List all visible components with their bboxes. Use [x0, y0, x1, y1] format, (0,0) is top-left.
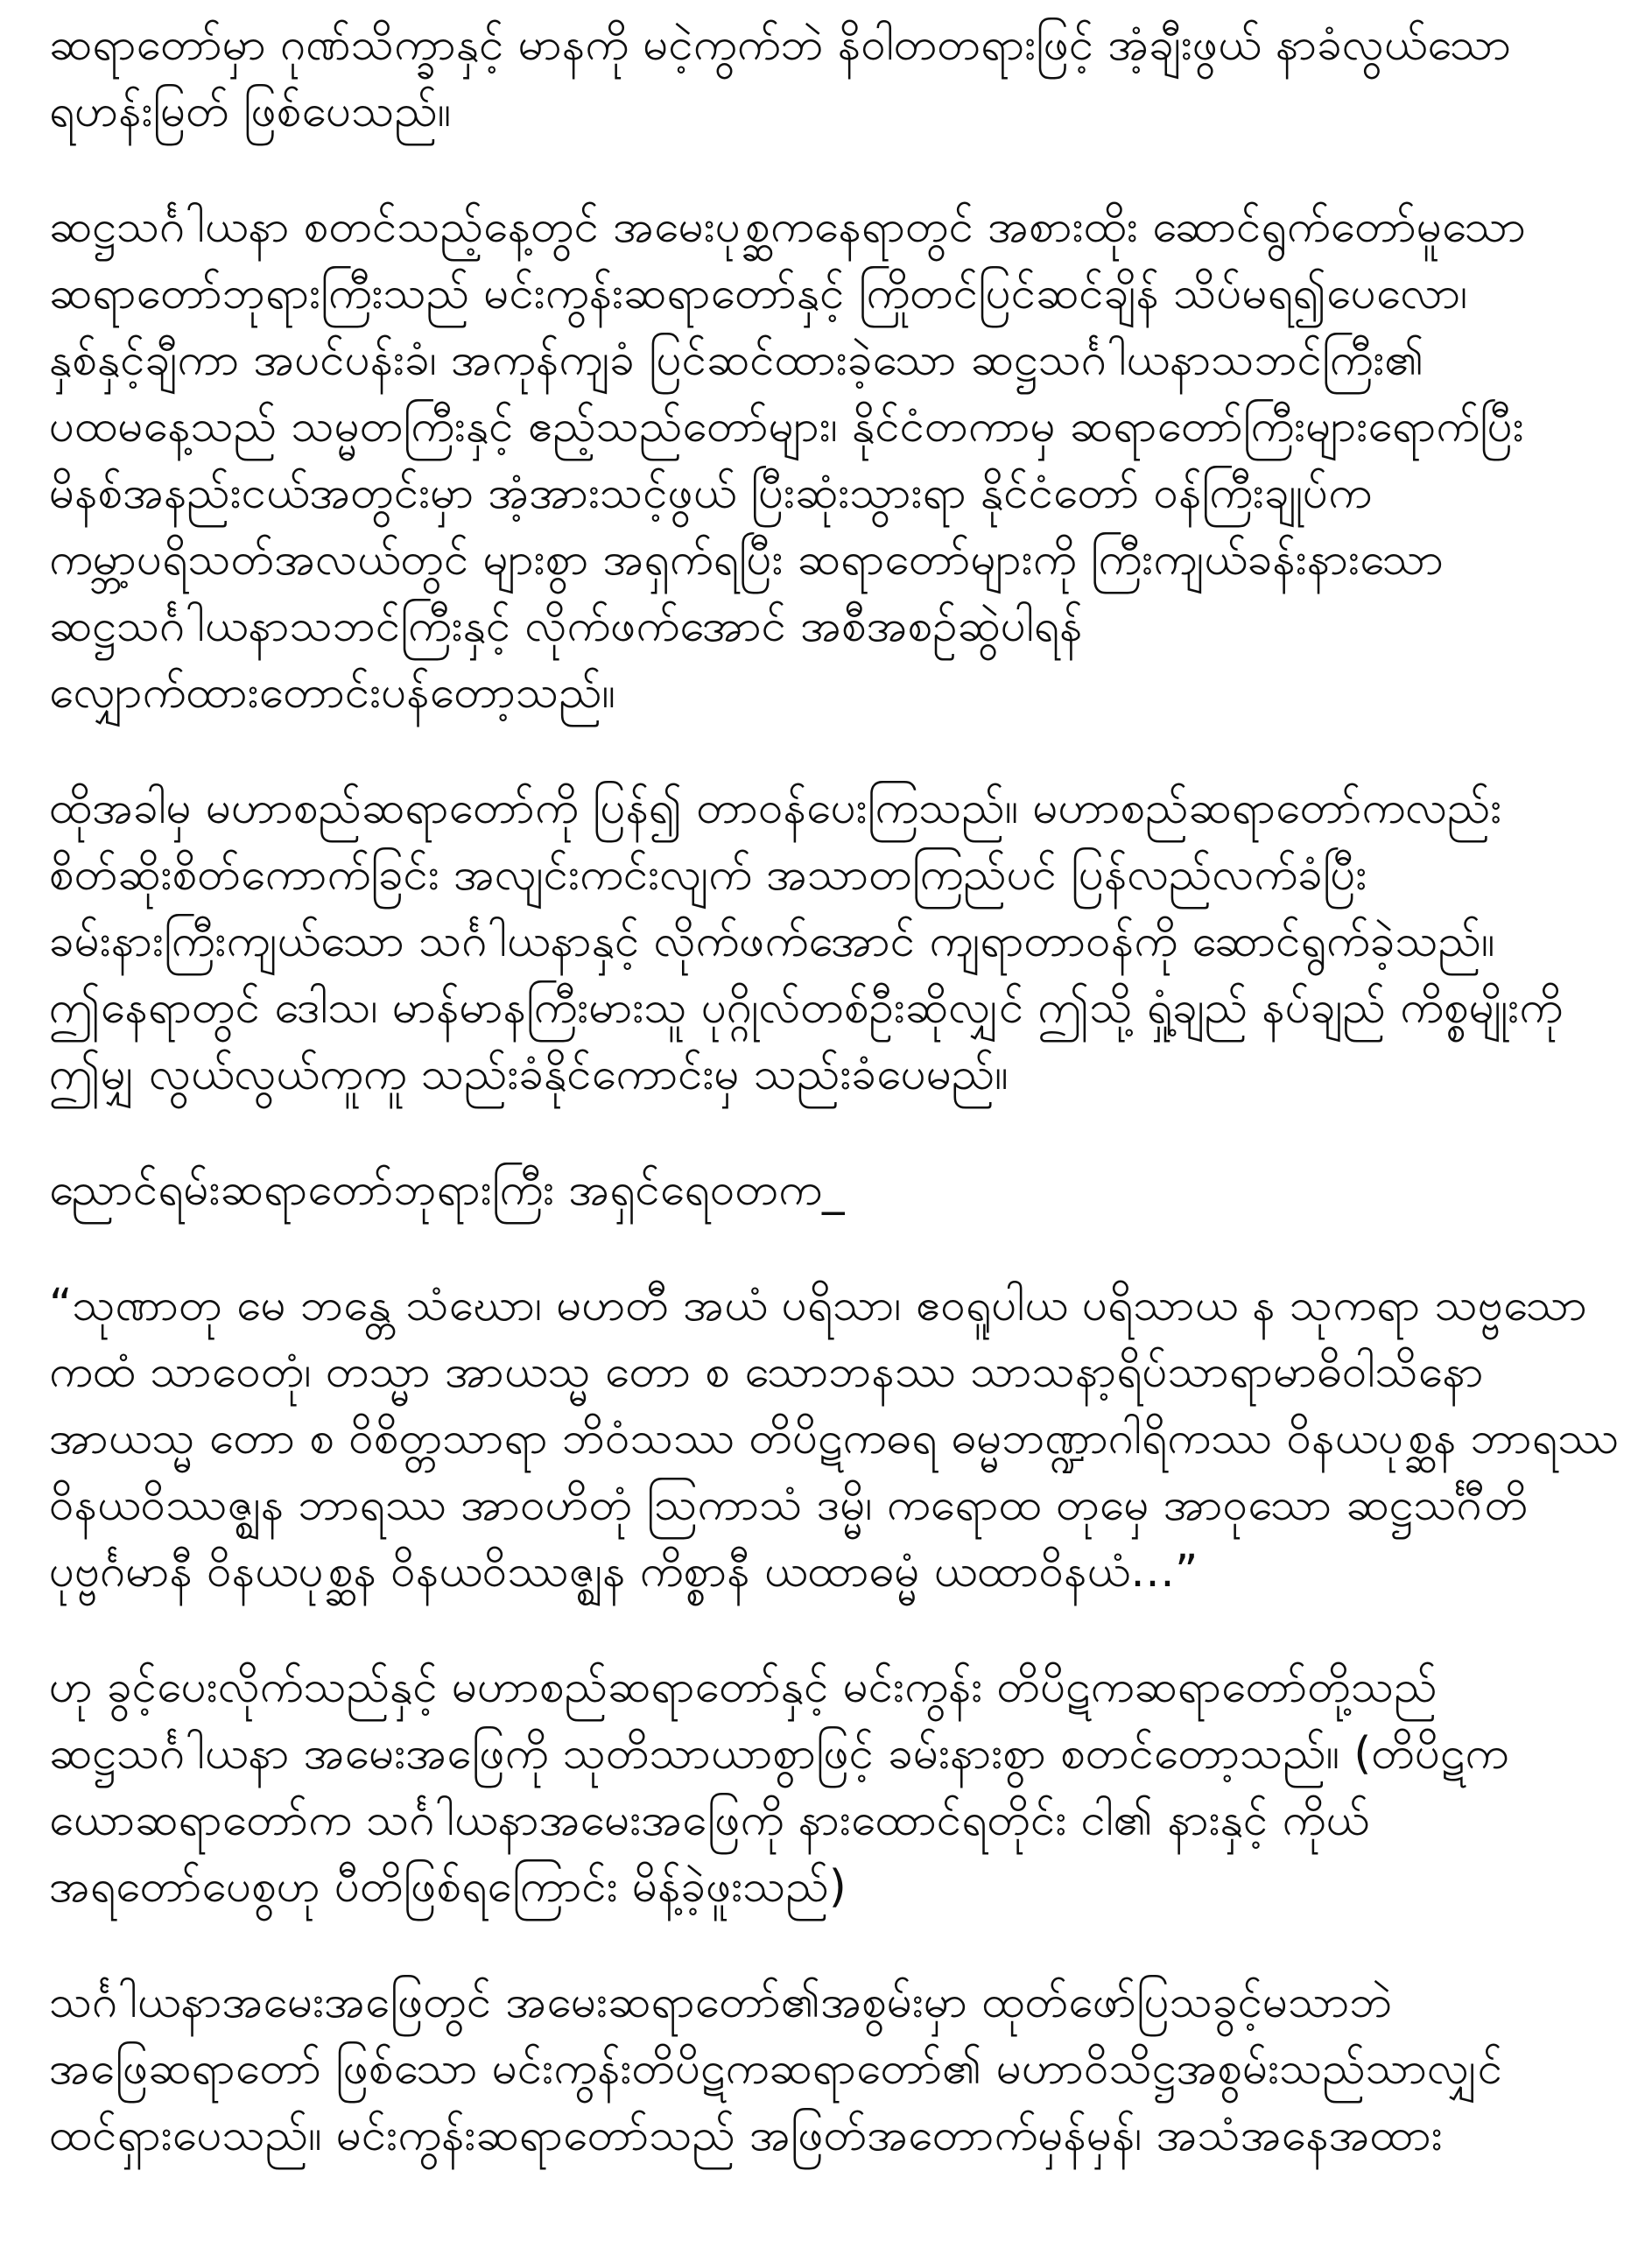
text-line: စိတ်ဆိုးစိတ်ကောက်ခြင်း အလျင်းကင်းလျက် အသာတကြည်ပင် ပြန်လည်လက်ခံပြီး: [49, 849, 1367, 901]
text-line: ဟု ခွင့်ပေးလိုက်သည်နှင့် မဟာစည်ဆရာတော်နှင့် မင်းကွန်း တိပိဋကဆရာတော်တို့သည်: [49, 1661, 1438, 1713]
paragraph: [49, 1654, 1636, 1921]
text-line: ကမ္ဘာ့ပရိသတ်အလယ်တွင် များစွာ အရှက်ရပြီး ဆရာတော်များကို ကြီးကျယ်ခန်းနားသော: [49, 534, 1445, 586]
text-line: အဖြေဆရာတော် ဖြစ်သော မင်းကွန်းတိပိဋကဆရာတော်၏ မဟာဝိသိဋ္ဌအစွမ်းသည်သာလျှင်: [49, 2043, 1503, 2095]
text-line: ရဟန်းမြတ် ဖြစ်ပေသည်။: [49, 86, 452, 137]
text-line: အရတော်ပေစွဟု ပီတိဖြစ်ရကြောင်း မိန့်ခဲ့ဖူးသည်): [49, 1861, 847, 1913]
paragraph: [49, 1157, 1636, 1224]
text-line: ဆရာတော်ဘုရားကြီးသည် မင်းကွန်းဆရာတော်နှင့် ကြိုတင်ပြင်ဆင်ချိန် သိပ်မရ၍ပေလော၊: [49, 268, 1468, 320]
paragraph: [49, 194, 1636, 727]
text-line: ဆဋ္ဌသင်္ဂါယနာ စတင်သည့်နေ့တွင် အမေးပုစ္ဆကနေရာတွင် အစားထိုး ဆောင်ရွက်တော်မူသော: [49, 201, 1527, 253]
text-line: ထိုအခါမှ မဟာစည်ဆရာတော်ကို ပြန်၍ တာဝန်ပေးကြသည်။ မဟာစည်ဆရာတော်ကလည်း: [49, 783, 1502, 834]
paragraph: [49, 1273, 1636, 1605]
text-line: “သုဏာတု မေ ဘန္တေ သံဃော၊ မဟတီ အယံ ပရိသာ၊ ဧဝရူပါယ ပရိသာယ န သုကရာ သဗ္ဗသော: [49, 1280, 1588, 1331]
paragraph: [49, 1970, 1636, 2169]
text-line: လျှောက်ထားတောင်းပန်တော့သည်။: [49, 667, 616, 719]
text-line: ခမ်းနားကြီးကျယ်သော သင်္ဂါယနာနှင့် လိုက်ဖက်အောင် ကျရာတာဝန်ကို ဆောင်ရွက်ခဲ့သည်။: [49, 916, 1495, 967]
text-line: ညောင်ရမ်းဆရာတော်ဘုရားကြီး အရှင်ရေဝတက_: [49, 1164, 845, 1216]
text-line: သင်္ဂါယနာအမေးအဖြေတွင် အမေးဆရာတော်၏အစွမ်းမှာ ထုတ်ဖော်ပြသခွင့်မသာဘဲ: [49, 1977, 1393, 2028]
text-line: ထင်ရှားပေသည်။ မင်းကွန်းဆရာတော်သည် အဖြတ်အတောက်မှန်မှန်၊ အသံအနေအထား: [49, 2110, 1443, 2161]
text-line: နှစ်နှင့်ချီကာ အပင်ပန်းခံ၊ အကုန်ကျခံ ပြင်ဆင်ထားခဲ့သော ဆဋ္ဌသင်္ဂါယနာသဘင်ကြီး၏: [49, 334, 1424, 386]
paragraph: [49, 776, 1636, 1108]
text-line: ကထံ သာဝေတုံ၊ တသ္မာ အာယသ္မ တော စ သောဘနဿ သာသနာ့ရိပ်သာရာမာဓိဝါသိနော: [49, 1346, 1484, 1398]
text-line: ဤနေရာတွင် ဒေါသ၊ မာန်မာနကြီးမားသူ ပုဂ္ဂိုလ်တစ်ဦးဆိုလျှင် ဤသို့ ရှုံ့ချည် နပ်ချည် ကိစ္စမျိုးကို: [49, 982, 1564, 1034]
text-line: ဆရာတော်မှာ ဂုဏ်သိက္ခာနှင့် မာနကို မငဲ့ကွက်ဘဲ နိဝါတတရားဖြင့် အံ့ချီးဖွယ် နာခံလွယ်သော: [49, 19, 1512, 71]
text-line: မိနစ်အနည်းငယ်အတွင်းမှာ အံ့အားသင့်ဖွယ် ပြီးဆုံးသွားရာ နိုင်ငံတော် ဝန်ကြီးချုပ်က: [49, 467, 1373, 519]
paragraph: [49, 12, 1636, 145]
text-line: ဝိနယဝိဿဇ္ဈန ဘာရဿ အာဝဟိတုံ ဩကာသံ ဒမ္မိ၊ ကရောထ တုမှေ အာဝုသော ဆဋ္ဌသင်္ဂီတိ: [49, 1479, 1529, 1531]
text-line: အာယသ္မ တော စ ဝိစိတ္တသာရာ ဘိဝံသဿ တိပိဋကဓရ ဓမ္မဘဏ္ဍာဂါရိကဿ ဝိနယပုစ္ဆန ဘာရဿ: [49, 1413, 1620, 1465]
text-line: ဆဋ္ဌသင်္ဂါယနာ အမေးအဖြေကို သုတိသာယာစွာဖြင့် ခမ်းနားစွာ စတင်တော့သည်။ (တိပိဋက: [49, 1728, 1509, 1780]
document-body: [49, 12, 1636, 2169]
text-line: ပုဗ္ဗင်္ဂမာနီ ဝိနယပုစ္ဆန ဝိနယဝိဿဇ္ဈန ကိစ္စာနီ ယထာဓမ္မံ ယထာဝိနယံ…”: [49, 1546, 1199, 1598]
text-line: ဤမျှ လွယ်လွယ်ကူကူ သည်းခံနိုင်ကောင်းမှ သည်းခံပေမည်။: [49, 1049, 1009, 1100]
text-line: ပထမနေ့သည် သမ္မတကြီးနှင့် ဧည့်သည်တော်များ၊ နိုင်ငံတကာမှ ဆရာတော်ကြီးများရောက်ပြီး: [49, 401, 1524, 453]
text-line: ဆဋ္ဌသင်္ဂါယနာသဘင်ကြီးနှင့် လိုက်ဖက်အောင် အစီအစဉ်ဆွဲပါရန်: [49, 601, 1083, 652]
text-line: ယောဆရာတော်က သင်္ဂါယနာအမေးအဖြေကို နားထောင်ရတိုင်း ငါ၏ နားနှင့် ကိုယ်: [49, 1795, 1369, 1846]
